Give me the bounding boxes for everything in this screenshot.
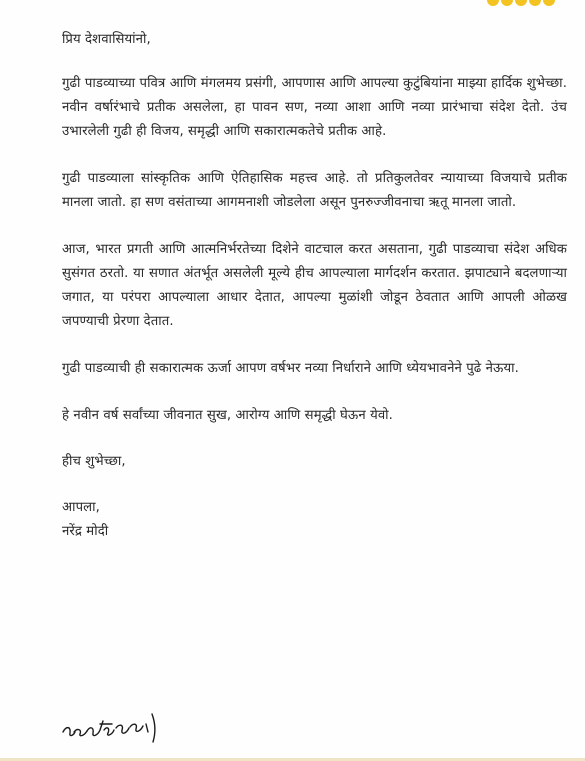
paragraph-1: गुढी पाडव्याच्या पवित्र आणि मंगलमय प्रसंगी, आपणास आणि आपल्या कुटुंबियांना माझ्या हार्दिक शुभेच्छा. नवीन वर्षारंभाचे प्रतीक असलेला, हा पावन सण, नव्या आशा आणि नव्या प्रारंभाचा संदेश देतो. उंच उभारलेली गुढी ही विजय, समृद्धी आणि सकारात्मकतेचे प्रतीक आहे. [62, 76, 567, 139]
decorative-dot [543, 0, 555, 6]
paragraph-4: गुढी पाडव्याची ही सकारात्मक ऊर्जा आपण वर्षभर नव्या निर्धाराने आणि ध्येयभावनेने पुढे नेऊया. [62, 361, 519, 376]
paragraph-2: गुढी पाडव्याला सांस्कृतिक आणि ऐतिहासिक महत्त्व आहे. तो प्रतिकुलतेवर न्यायाच्या विजयाचे प्रतीक मानला जातो. हा सण वसंताच्या आगमनाशी जोडलेला असून पुनरुज्जीवनाचा ऋतू मानला जातो. [62, 171, 567, 210]
decorative-dot [501, 0, 513, 6]
handwritten-signature [60, 702, 175, 748]
decorative-dot [529, 0, 541, 6]
salutation: प्रिय देशवासियांनो, [62, 32, 151, 47]
letter-body [62, 28, 567, 544]
decorative-dots [487, 0, 555, 6]
signer-name: नरेंद्र मोदी [62, 524, 109, 539]
decorative-dot [487, 0, 499, 6]
decorative-dot [515, 0, 527, 6]
new-year-wish: हे नवीन वर्ष सर्वांच्या जीवनात सुख, आरोग्य आणि समृद्धी घेऊन येवो. [62, 408, 393, 423]
regards-line: हीच शुभेच्छा, [62, 454, 126, 469]
signoff-yours: आपला, [62, 500, 100, 515]
paragraph-3: आज, भारत प्रगती आणि आत्मनिर्भरतेच्या दिशेने वाटचाल करत असताना, गुढी पाडव्याचा संदेश अधिक सुसंगत ठरतो. या सणात अंतर्भूत असलेली मूल्ये हीच आपल्याला मार्गदर्शन करतात. झपाट्याने बदलणाऱ्या जगात, या परंपरा आपल्याला आधार देतात, आपल्या मुळांशी जोडून ठेवतात आणि आपली ओळख जपण्याची प्रेरणा देतात. [62, 242, 567, 329]
